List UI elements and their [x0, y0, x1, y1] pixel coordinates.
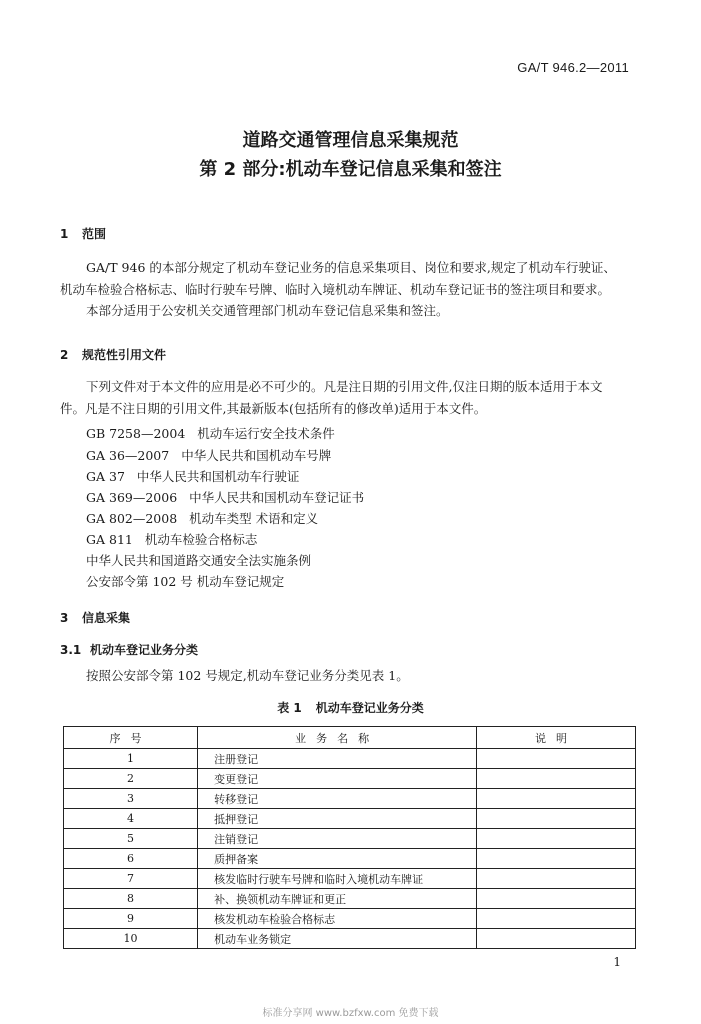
column-header-note: 说明 — [477, 727, 636, 749]
reference-item — [86, 424, 335, 442]
paragraph: 件。凡是不注日期的引用文件,其最新版本(包括所有的修改单)适用于本文件。 — [60, 401, 487, 416]
table-caption — [0, 699, 701, 716]
column-header-name: 业务名称 — [198, 727, 477, 749]
table-header-row — [64, 727, 636, 749]
row-number: 9 — [64, 909, 198, 929]
table-row — [64, 789, 636, 809]
paragraph: 按照公安部令第 102 号规定,机动车登记业务分类见表 1。 — [86, 668, 409, 683]
row-number: 1 — [64, 749, 198, 769]
reference-item — [86, 488, 364, 506]
row-number: 3 — [64, 789, 198, 809]
paragraph: 机动车检验合格标志、临时行驶车号牌、临时入境机动车牌证、机动车登记证书的签注项目和要求。 — [60, 282, 611, 297]
row-number: 5 — [64, 829, 198, 849]
reference-code: GA 36—2007 — [86, 448, 170, 463]
row-note — [477, 809, 636, 829]
reference-item — [86, 467, 299, 485]
column-header-no: 序号 — [64, 727, 198, 749]
reference-item — [86, 530, 257, 548]
reference-item: 公安部令第 102 号 机动车登记规定 — [86, 574, 285, 589]
document-subtitle: 第 2 部分:机动车登记信息采集和签注 — [199, 159, 502, 180]
table-row — [64, 769, 636, 789]
document-title: 道路交通管理信息采集规范 — [242, 130, 459, 151]
table-title: 机动车登记业务分类 — [315, 701, 424, 715]
business-name: 质押备案 — [198, 849, 477, 869]
reference-item: 中华人民共和国道路交通安全法实施条例 — [86, 553, 312, 568]
business-name: 转移登记 — [198, 789, 477, 809]
reference-code: GA 802—2008 — [86, 511, 178, 526]
section-number: 3.1 — [60, 643, 82, 657]
section-title: 机动车登记业务分类 — [90, 643, 199, 657]
reference-title: 中华人民共和国机动车行驶证 — [136, 469, 300, 484]
reference-item — [86, 446, 331, 464]
row-number: 7 — [64, 869, 198, 889]
row-note — [477, 829, 636, 849]
row-note — [477, 869, 636, 889]
paragraph: 本部分适用于公安机关交通管理部门机动车登记信息采集和签注。 — [86, 303, 449, 318]
business-name: 抵押登记 — [198, 809, 477, 829]
table-row — [64, 889, 636, 909]
reference-title: 机动车运行安全技术条件 — [197, 426, 335, 441]
section-3-1-heading — [60, 641, 198, 658]
table-row — [64, 749, 636, 769]
business-name: 注销登记 — [198, 829, 477, 849]
footer-watermark: 标准分享网 www.bzfxw.com 免费下载 — [262, 1008, 439, 1019]
row-note — [477, 749, 636, 769]
table-row — [64, 929, 636, 949]
row-number: 4 — [64, 809, 198, 829]
row-number: 10 — [64, 929, 198, 949]
row-note — [477, 789, 636, 809]
table-number: 表 1 — [277, 701, 302, 715]
section-title: 范围 — [82, 227, 107, 241]
section-3-heading — [60, 609, 130, 626]
section-number: 3 — [60, 611, 69, 625]
business-category-table — [63, 726, 636, 949]
row-note — [477, 929, 636, 949]
reference-title: 机动车检验合格标志 — [144, 532, 258, 547]
section-title: 规范性引用文件 — [82, 348, 167, 362]
reference-item — [86, 509, 318, 527]
reference-code: GA 811 — [86, 532, 133, 547]
section-2-heading — [60, 346, 166, 363]
section-number: 2 — [60, 348, 69, 362]
row-note — [477, 769, 636, 789]
section-1-heading — [60, 225, 106, 242]
paragraph: 下列文件对于本文件的应用是必不可少的。凡是注日期的引用文件,仅注日期的版本适用于本文 — [86, 379, 603, 394]
paragraph: GA/T 946 的本部分规定了机动车登记业务的信息采集项目、岗位和要求,规定了机动车行驶证、 — [86, 260, 616, 275]
reference-code: GB 7258—2004 — [86, 426, 186, 441]
business-name: 变更登记 — [198, 769, 477, 789]
section-title: 信息采集 — [82, 611, 131, 625]
business-name: 补、换领机动车牌证和更正 — [198, 889, 477, 909]
reference-title: 中华人民共和国机动车登记证书 — [189, 490, 365, 505]
reference-code: GA 37 — [86, 469, 125, 484]
table-row — [64, 809, 636, 829]
reference-title: 中华人民共和国机动车号牌 — [181, 448, 332, 463]
row-number: 6 — [64, 849, 198, 869]
business-name: 核发临时行驶车号牌和临时入境机动车牌证 — [198, 869, 477, 889]
table-row — [64, 909, 636, 929]
row-note — [477, 849, 636, 869]
row-note — [477, 889, 636, 909]
row-number: 8 — [64, 889, 198, 909]
page-number: 1 — [613, 955, 621, 969]
business-name: 注册登记 — [198, 749, 477, 769]
row-note — [477, 909, 636, 929]
table-row — [64, 869, 636, 889]
table-row — [64, 849, 636, 869]
table-row — [64, 829, 636, 849]
reference-code: GA 369—2006 — [86, 490, 178, 505]
section-number: 1 — [60, 227, 69, 241]
reference-title: 机动车类型 术语和定义 — [189, 511, 319, 526]
row-number: 2 — [64, 769, 198, 789]
standard-code: GA/T 946.2—2011 — [517, 60, 629, 75]
business-name: 机动车业务锁定 — [198, 929, 477, 949]
business-name: 核发机动车检验合格标志 — [198, 909, 477, 929]
